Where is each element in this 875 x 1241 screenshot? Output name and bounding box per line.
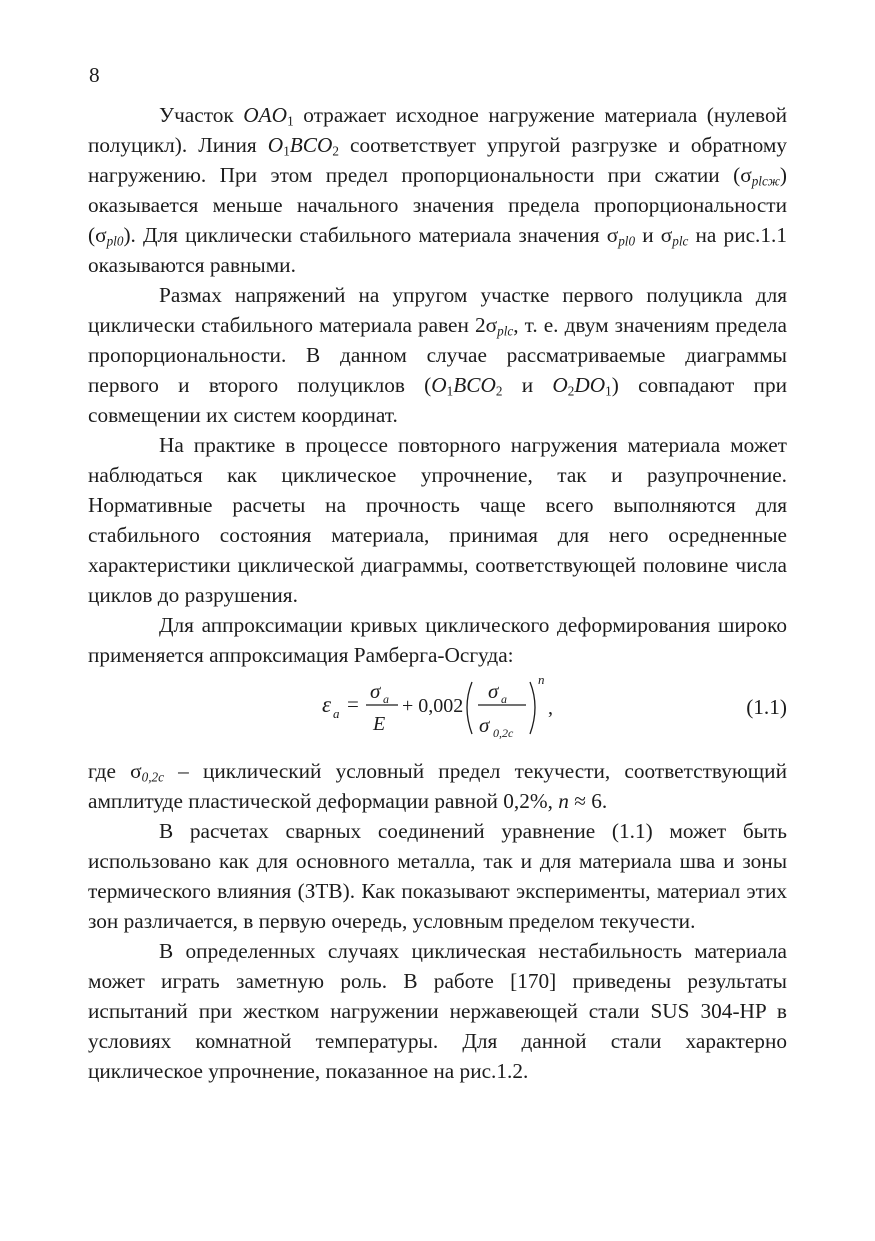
frac1-numerator-subscript: a (383, 692, 389, 706)
frac2-denominator-subscript: 0,2c (493, 726, 514, 740)
frac2-numerator: σ (488, 679, 499, 703)
paragraph-5: где $\sigma_{0,2c}$ – циклический условный предел текучести, соответствующий амплитуде пластической деформации равной 0,2%, n ≈ 6. (88, 759, 787, 813)
page-number: 8 (89, 63, 100, 87)
paragraph-6: В расчетах сварных соединений уравнение (1.1) может быть использовано как для основного металла, так и для материала шва и зоны термического влияния (ЗТВ). Как показывают эксперименты, материал этих зон различается, в первую очередь, условным пределом текучести. (88, 819, 787, 933)
frac2-numerator-subscript: a (501, 692, 507, 706)
paragraph-3: На практике в процессе повторного нагружения материала может наблюдаться как циклическое упрочнение, так и разупрочнение. Нормативные расчеты на прочность чаще всего выполняются для стабильного состояния материала, принимая для него осредненные характеристики циклической диаграммы, соответствующей половине числа циклов до разрушения. (88, 433, 787, 607)
left-parenthesis (467, 682, 472, 734)
ramberg-osgood-formula (316, 670, 556, 756)
lhs-epsilon: ε (322, 692, 332, 717)
equation-1-1 (88, 670, 787, 756)
frac2-denominator: σ (479, 713, 490, 737)
frac1-numerator: σ (370, 679, 381, 703)
trailing-comma: , (548, 697, 553, 719)
plus-coefficient: + 0,002 (402, 695, 464, 717)
paragraph-4: Для аппроксимации кривых циклического деформирования широко применяется аппроксимация Рамберга-Осгуда: (88, 613, 787, 667)
equation-number: (1.1) (746, 695, 787, 719)
lhs-subscript: a (333, 706, 340, 721)
right-parenthesis (530, 682, 535, 734)
paragraph-1: Участок $OAO_1$ отражает исходное нагружение материала (нулевой полуцикл). Линия $O_1BCO_2$ соответствует упругой разгрузке и обратному нагружению. При этом предел пропорциональности при сжатии $(\sigma_{plсж})$ оказывается меньше начального значения предела пропорциональности $(\sigma_{pl0})$. Для циклически стабильного материала значения $\sigma_{pl0}$ и $\sigma_{plc}$ на рис.1.1 оказываются равными. (88, 103, 788, 277)
exponent-n: n (538, 672, 545, 687)
equals-sign: = (347, 692, 359, 716)
frac1-denominator: E (373, 713, 386, 735)
paragraph-7: В определенных случаях циклическая нестабильность материала может играть заметную роль. В работе [170] приведены результаты испытаний при жестком нагружении нержавеющей стали SUS 304-HP в условиях комнатной температуры. Для данной стали характерно циклическое упрочнение, показанное на рис.1.2. (88, 939, 787, 1083)
paragraph-2: Размах напряжений на упругом участке первого полуцикла для циклически стабильного материала равен $2\sigma_{plc}$, т. е. двум значениям предела пропорциональности. В данном случае рассматриваемые диаграммы первого и второго полуциклов ($O_1BCO_2$ и $O_2DO_1$) совпадают при совмещении их систем координат. (88, 283, 787, 427)
